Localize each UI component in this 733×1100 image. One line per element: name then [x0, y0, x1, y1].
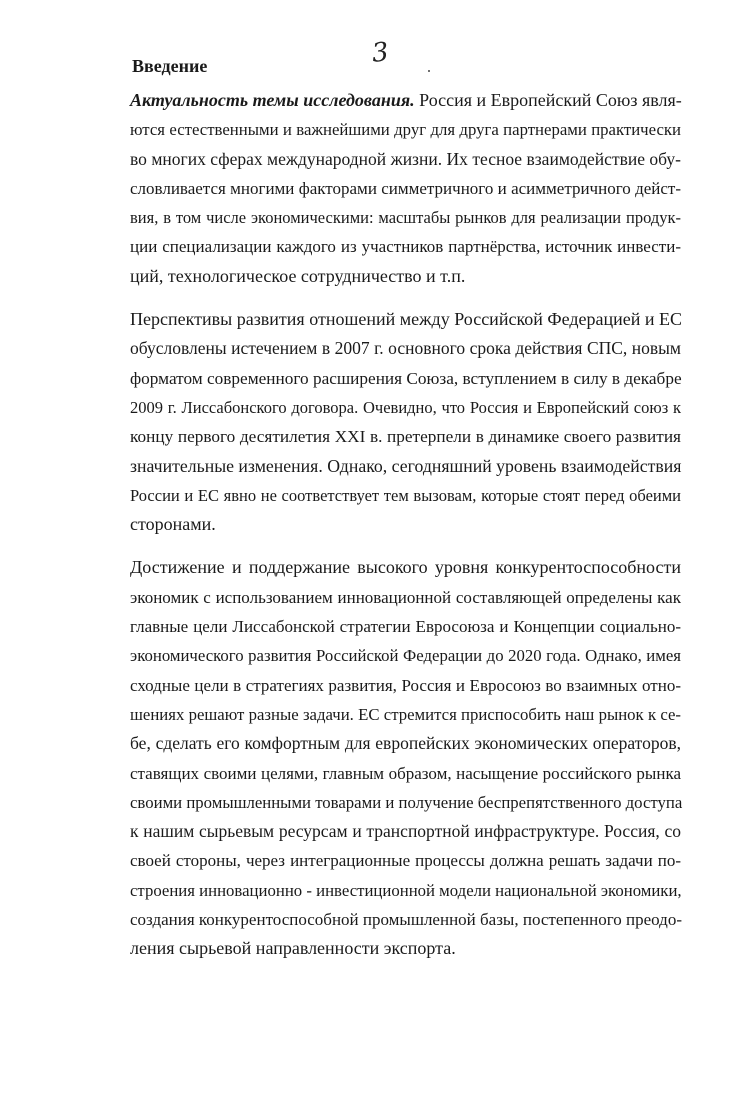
paragraph-3-line-11: своей стороны, через интеграционные процессы должна решать задачи по-	[130, 851, 681, 871]
paragraph-3-line-6: шениях решают разные задачи. ЕС стремится приспособить наш рынок к се-	[130, 704, 681, 724]
lead-phrase: Актуальность темы исследования.	[130, 90, 415, 110]
paragraph-2-line-8: сторонами.	[130, 514, 216, 535]
paragraph-3-line-3: главные цели Лиссабонской стратегии Евросоюза и Концепции социально-	[130, 617, 681, 637]
paragraph-1-line-5: вия, в том числе экономическими: масштабы рынков для реализации продук-	[130, 208, 681, 228]
paragraph-1-line-7: ций, технологическое сотрудничество и т.п.	[130, 265, 466, 286]
paragraph-3-line-5: сходные цели в стратегиях развития, Россия и Евросоюз во взаимных отно-	[130, 675, 681, 695]
body-text	[130, 86, 681, 964]
paragraph-1-line-1: Актуальность темы исследования. Россия и Европейский Союз явля-	[130, 90, 682, 110]
paragraph-1-line-2: ются естественными и важнейшими друг для друга партнерами практически	[130, 120, 681, 140]
paragraph-2-line-2: обусловлены истечением в 2007 г. основного срока действия СПС, новым	[130, 338, 681, 359]
paragraph-3-line-10: к нашим сырьевым ресурсам и транспортной инфраструктуре. Россия, со	[130, 821, 681, 842]
section-heading: Введение	[132, 56, 208, 76]
paragraph-1-line-3: во многих сферах международной жизни. Их тесное взаимодействие обу-	[130, 148, 681, 169]
paragraph-2-line-7: России и ЕС явно не соответствует тем вызовам, которые стоят перед обеими	[130, 485, 681, 505]
paragraph-2	[130, 305, 681, 539]
scan-speck	[428, 70, 430, 72]
paragraph-2-line-3: форматом современного расширения Союза, вступлением в силу в декабре	[130, 368, 682, 388]
paragraph-3-line-12: строения инновационно - инвестиционной модели национальной экономики,	[130, 880, 682, 900]
paragraph-3	[130, 553, 681, 963]
paragraph-3-line-2: экономик с использованием инновационной составляющей определены как	[130, 587, 681, 607]
paragraph-1-line-4: словливается многими факторами симметричного и асимметричного дейст-	[130, 178, 681, 198]
paragraph-3-line-7: бе, сделать его комфортным для европейских экономических операторов,	[130, 733, 681, 754]
paragraph-3-line-8: ставящих своими целями, главным образом, насыщение российского рынка	[130, 763, 681, 783]
paragraph-1	[130, 86, 681, 291]
page-number: 3	[370, 37, 391, 69]
paragraph-3-line-1: Достижение и поддержание высокого уровня конкурентоспособности	[130, 557, 681, 578]
paragraph-3-line-14: ления сырьевой направленности экспорта.	[130, 938, 456, 959]
paragraph-2-line-1: Перспективы развития отношений между Российской Федерацией и ЕС	[130, 309, 683, 330]
paragraph-2-line-6: значительные изменения. Однако, сегодняшний уровень взаимодействия	[130, 455, 682, 476]
paragraph-2-line-5: концу первого десятилетия XXI в. претерпели в динамике своего развития	[130, 427, 681, 447]
paragraph-2-line-4: 2009 г. Лиссабонского договора. Очевидно, что Россия и Европейский союз к	[130, 397, 681, 417]
paragraph-3-line-13: создания конкурентоспособной промышленной базы, постепенного преодо-	[130, 910, 682, 930]
paragraph-1-line-6: ции специализации каждого из участников партнёрства, источник инвести-	[130, 237, 681, 257]
paragraph-3-line-4: экономического развития Российской Федерации до 2020 года. Однако, имея	[130, 646, 681, 666]
paragraph-3-line-9: своими промышленными товарами и получение беспрепятственного доступа	[130, 792, 683, 812]
